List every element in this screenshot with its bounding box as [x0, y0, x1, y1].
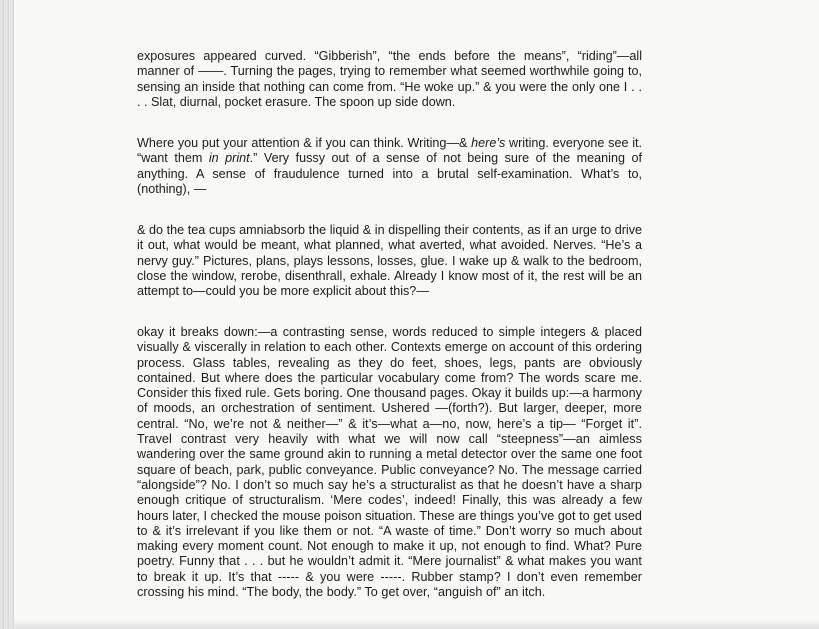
- page-bottom-shadow: [14, 619, 819, 629]
- page-stack-edges: [0, 0, 14, 629]
- paragraph-2-italic-heres: here’s: [471, 136, 506, 150]
- paragraph-3: & do the tea cups amniabsorb the liquid & in dispelling their contents, as if an urge to drive it out, what would be meant, what planned, what averted, what avoided. Nerves. “He’s a nervy guy.” Pictures, plans, plays lessons, losses, glue. I wake up & walk to the bedroom, close the window, rerobe, disenthrall, exhale. Already I know most of it, the rest will be an attempt to—could you be more explicit about this?—: [137, 223, 642, 299]
- paragraph-1: exposures appeared curved. “Gibberish”, “the ends before the means”, “riding”—all manner of ——. Turning the pages, trying to remember what seemed worthwhile going to, sensing an inside that nothing can come from. “He woke up.” & you were the only one I . . . . Slat, diurnal, pocket erasure. The spoon up side down.: [137, 49, 642, 109]
- paragraph-2-italic-in-print: in print: [208, 151, 250, 166]
- paragraph-2-part-2: writing. everyone see it. “want them: [137, 136, 642, 166]
- paragraph-2-part-1: Where you put your attention & if you can think. Writing—&: [137, 136, 472, 150]
- paragraph-2-part-3: .” Very fussy out of a sense of not being sure of the meaning of anything. A sense of fraudulence turned into a brutal self-examination. What’s to, (nothing), —: [137, 151, 642, 196]
- paragraph-2: [137, 136, 642, 197]
- paragraph-4: okay it breaks down:—a contrasting sense, words reduced to simple integers & placed visually & viscerally in relation to each other. Contexts emerge on account of this ordering process. Glass tables, revealing as they do feet, shoes, legs, pants are obviously contained. But where does the particular vocabulary come from? The words scare me. Consider this fixed rule. Gets boring. One thousand pages. Okay it builds up:—a harmony of moods, an orchestration of sentiment. Ushered —(forth?). But larger, deeper, more central. “No, we’re not & neither—” & it’s—what a—no, now, here’s a tip— “Forget it”. Travel contrast very heavily with what we will now call “steepness”—an aimless wandering over the same ground akin to running a metal detector over the same one foot square of beach, park, public conveyance. Public conveyance? No. The message carried “alongside”? No. I don’t so much say he’s a structuralist as that he doesn’t have a sharp enough critique of structuralism. ‘Mere codes’, indeed! Finally, this was already a few hours later, I checked the mouse poison situation. These are things you’ve got to get used to & it’s irrelevant if you like them or not. “A waste of time.” Don’t worry so much about making every moment count. Not enough to make it up, not enough to find. What? Pure poetry. Funny that . . . but he wouldn’t admit it. “Mere journalist” & what makes you want to break it up. It’s that ----- & you were -----. Rubber stamp? I don’t even remember crossing his mind. “The body, the body.” To get over, “anguish of” an itch.: [137, 325, 642, 600]
